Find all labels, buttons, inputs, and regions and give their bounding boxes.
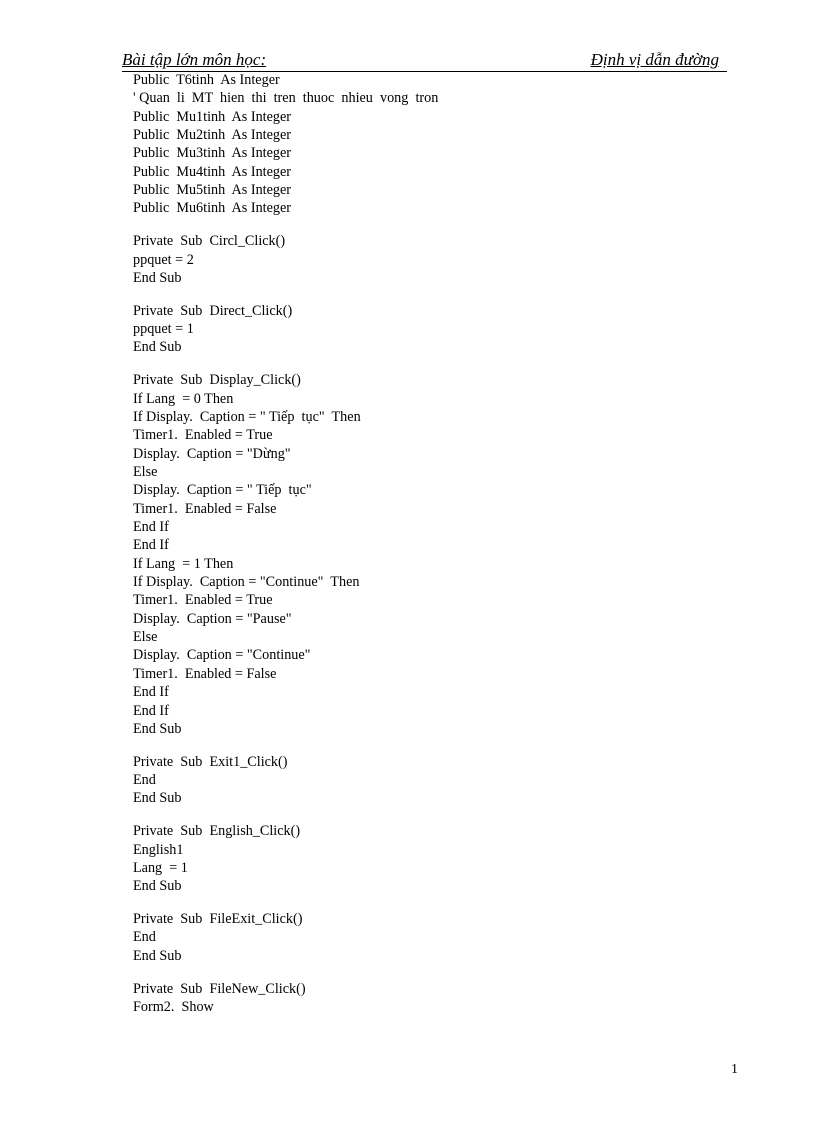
code-line: Public Mu5tinh As Integer [133,182,292,199]
code-block [133,753,713,808]
code-line: End Sub [133,269,182,286]
code-line: End If [133,684,169,701]
block-spacer [133,965,713,980]
code-line: Display. Caption = "Pause" [133,610,292,627]
block-spacer [133,738,713,753]
code-line: Private Sub Direct_Click() [133,302,293,319]
code-line: Else [133,464,158,481]
code-line: Public Mu2tinh As Integer [133,127,292,144]
code-line: Timer1. Enabled = False [133,665,277,682]
header-topic-title: Định vị dẫn đường [590,50,719,69]
code-line: ' Quan li MT hien thi tren thuoc nhieu vong tron [133,90,439,107]
code-line: End Sub [133,790,182,807]
code-line: End [133,772,156,789]
code-line: Private Sub English_Click() [133,823,301,840]
code-line: End [133,929,156,946]
page-header [122,49,727,72]
block-spacer [133,357,713,372]
header-course-title: Bài tập lớn môn học: [122,50,267,69]
code-line: If Lang = 0 Then [133,390,234,407]
block-spacer [133,218,713,233]
code-line: Private Sub FileNew_Click() [133,980,306,997]
code-line: End Sub [133,878,182,895]
code-line: Form2. Show [133,998,214,1015]
code-line: End If [133,519,169,536]
code-line: Public Mu4tinh As Integer [133,163,292,180]
code-block [133,980,713,1017]
code-block [133,302,713,357]
code-line: End Sub [133,947,182,964]
code-line: End If [133,537,169,554]
code-line: Timer1. Enabled = True [133,592,273,609]
code-line: Timer1. Enabled = True [133,427,273,444]
code-line: Display. Caption = "Dừng" [133,445,291,462]
page-number: 1 [731,1062,738,1077]
code-line: If Display. Caption = "Continue" Then [133,574,360,591]
code-listing [133,71,713,1016]
code-line: If Display. Caption = " Tiếp tục" Then [133,409,361,425]
code-line: Lang = 1 [133,859,188,876]
code-line: Private Sub Display_Click() [133,372,301,389]
code-line: Public Mu3tinh As Integer [133,145,292,162]
code-line: ppquet = 2 [133,251,194,268]
code-line: Public Mu1tinh As Integer [133,108,292,125]
code-line: Private Sub Circl_Click() [133,233,286,250]
block-spacer [133,287,713,302]
code-line: Timer1. Enabled = False [133,500,277,517]
code-line: End If [133,702,169,719]
code-line: Public Mu6tinh As Integer [133,200,292,217]
code-block [133,371,713,738]
code-block [133,71,713,218]
code-line: Else [133,629,158,646]
code-line: End Sub [133,720,182,737]
code-block [133,910,713,965]
code-line: Public T6tinh As Integer [133,72,280,88]
code-line: ppquet = 1 [133,321,194,338]
code-line: English1 [133,841,184,858]
code-line: End Sub [133,339,182,356]
code-line: Display. Caption = "Continue" [133,647,311,664]
code-block [133,232,713,287]
code-line: Display. Caption = " Tiếp tục" [133,482,312,499]
block-spacer [133,896,713,911]
code-block [133,822,713,895]
code-line: If Lang = 1 Then [133,555,234,572]
block-spacer [133,808,713,823]
code-line: Private Sub Exit1_Click() [133,753,288,770]
code-line: Private Sub FileExit_Click() [133,911,303,928]
